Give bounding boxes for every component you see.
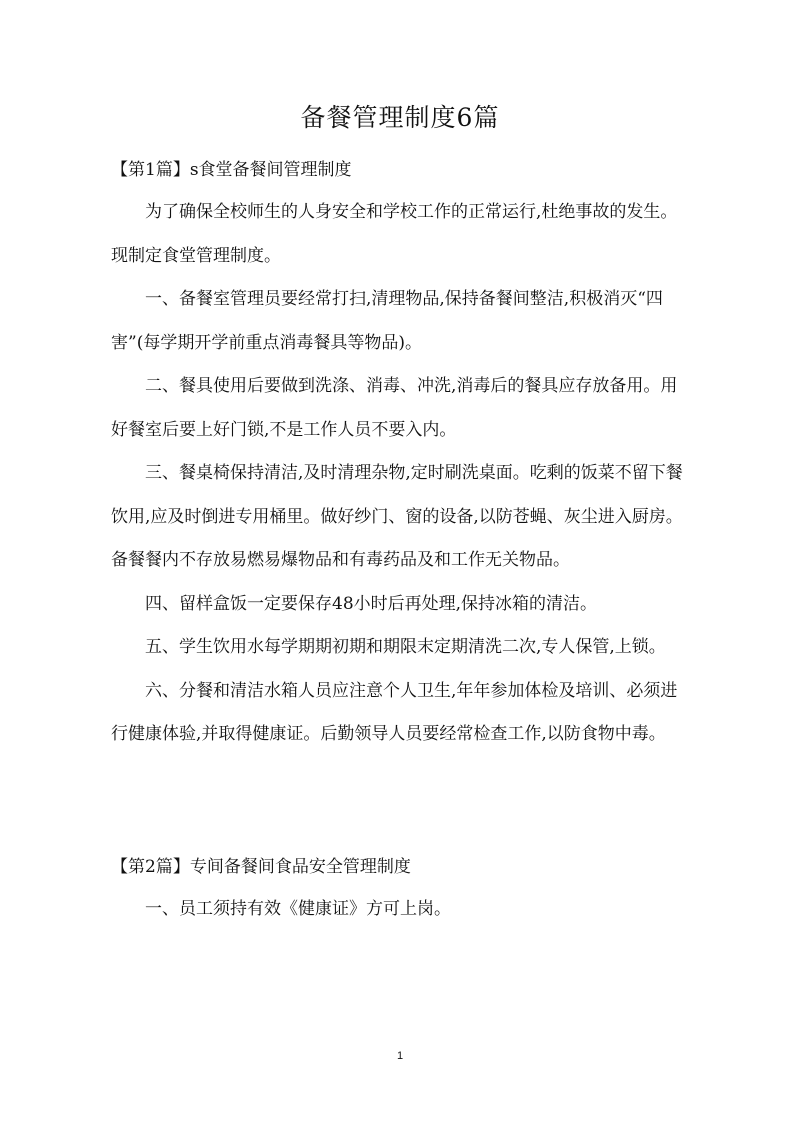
section-1-rule-1: 一、备餐室管理员要经常打扫,清理物品,保持备餐间整洁,积极消灭“四害”(每学期开学前重点消毒餐具等物品)。	[111, 289, 663, 353]
section-1-paragraph: 为了确保全校师生的人身安全和学校工作的正常运行,杜绝事故的发生。现制定食堂管理制度。	[111, 202, 678, 266]
section-1-rule-2: 二、餐具使用后要做到洗涤、消毒、冲洗,消毒后的餐具应存放备用。用好餐室后要上好门锁,不是工作人员不要入内。	[111, 376, 678, 440]
document-body	[111, 150, 691, 931]
section-2-heading: 【第2篇】专间备餐间食品安全管理制度	[111, 856, 411, 877]
section-1-rule-3: 三、餐桌椅保持清洁,及时清理杂物,定时刷洗桌面。吃剩的饭菜不留下餐饮用,应及时倒进专用桶里。做好纱门、窗的设备,以防苍蝇、灰尘进入厨房。备餐餐内不存放易燃易爆物品和有毒药品及和工作无关物品。	[111, 463, 683, 570]
section-gap	[111, 757, 691, 847]
section-1-rule-6: 六、分餐和清洁水箱人员应注意个人卫生,年年参加体检及培训、必须进行健康体验,并取得健康证。后勤领导人员要经常检查工作,以防食物中毒。	[111, 680, 678, 744]
page-number: 1	[396, 1050, 404, 1062]
section-1-rule-4: 四、留样盒饭一定要保存48小时后再处理,保持冰箱的清洁。	[145, 593, 598, 614]
section-1-heading: 【第1篇】s食堂备餐间管理制度	[111, 160, 352, 180]
document-title: 备餐管理制度6篇	[300, 103, 500, 132]
section-1-rule-5: 五、学生饮用水每学期期初期和期限末定期清洗二次,专人保管,上锁。	[145, 637, 666, 657]
section-2-rule-1: 一、员工须持有效《健康证》方可上岗。	[145, 898, 451, 919]
